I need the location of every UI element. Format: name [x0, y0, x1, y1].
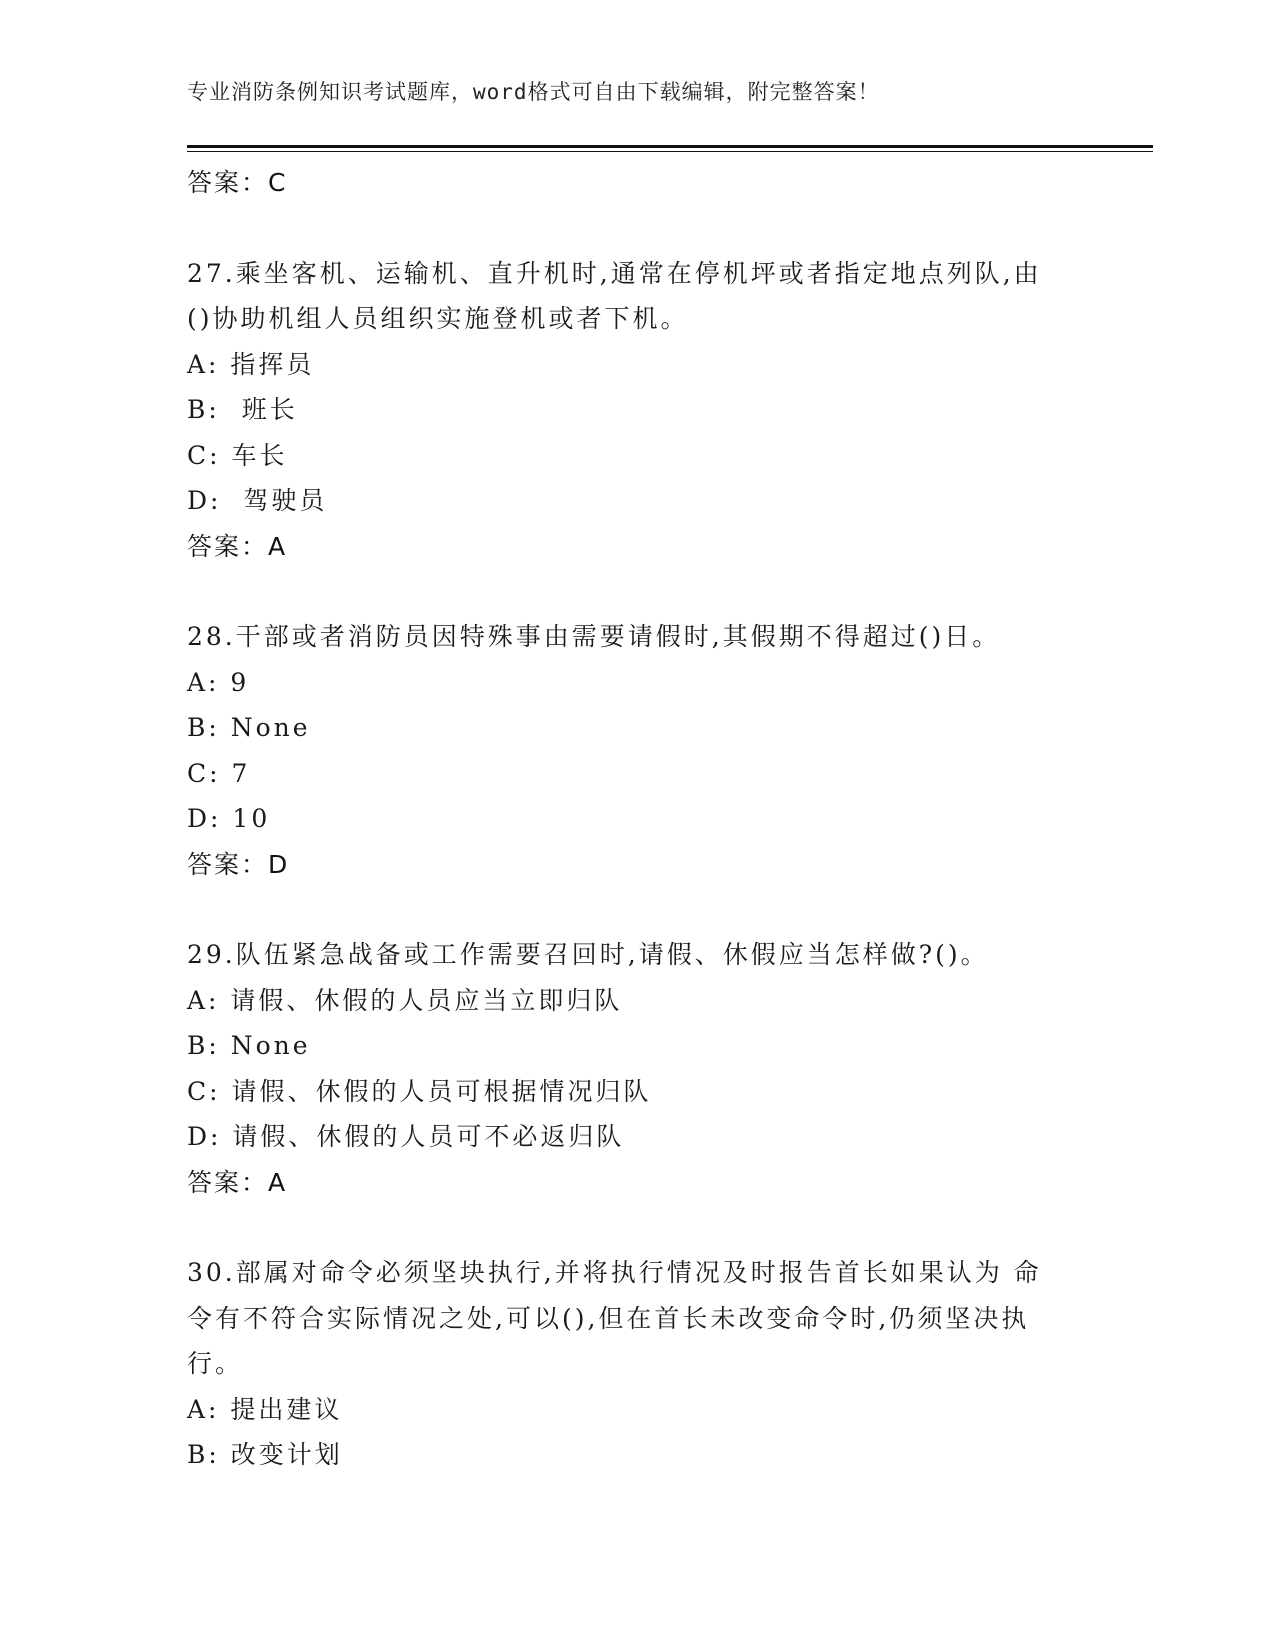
question-27 [187, 251, 1087, 570]
question-30 [187, 1250, 1087, 1478]
header-rule-thin [187, 151, 1153, 152]
option-c: C: 车长 [187, 440, 288, 470]
stem-line: 行。 [187, 1349, 244, 1378]
option-b: B: None [187, 1031, 311, 1060]
question-28 [187, 614, 1087, 887]
question-stem [187, 614, 1087, 660]
header-rule-thick [187, 145, 1153, 148]
content-area [187, 160, 1087, 1478]
option-d: D: 驾驶员 [187, 486, 328, 515]
question-stem [187, 1250, 1087, 1387]
option-c: C: 请假、休假的人员可根据情况归队 [187, 1076, 652, 1106]
answer-line: 答案：A [187, 531, 288, 561]
option-d: D: 10 [187, 804, 271, 833]
stem-line: 28.干部或者消防员因特殊事由需要请假时,其假期不得超过()日。 [187, 622, 1001, 651]
option-d: D: 请假、休假的人员可不必返归队 [187, 1122, 625, 1151]
answer-line: 答案：D [187, 849, 290, 879]
question-stem [187, 932, 1087, 978]
option-a: A: 指挥员 [187, 349, 315, 379]
stem-line: 27.乘坐客机、运输机、直升机时,通常在停机坪或者指定地点列队,由 [187, 258, 1042, 288]
answer-line: 答案：A [187, 1167, 288, 1197]
option-a: A: 9 [187, 667, 250, 697]
stem-line: ()协助机组人员组织实施登机或者下机。 [187, 304, 689, 333]
stem-line: 令有不符合实际情况之处,可以(),但在首长未改变命令时,仍须坚决执 [187, 1303, 1030, 1333]
option-c: C: 7 [187, 758, 251, 788]
question-stem [187, 251, 1087, 342]
question-29 [187, 932, 1087, 1205]
option-b: B: 改变计划 [187, 1440, 343, 1469]
stem-line: 30.部属对命令必须坚块执行,并将执行情况及时报告首长如果认为 命 [187, 1258, 1042, 1287]
answer-line: 答案：C [187, 168, 288, 197]
option-b: B: 班长 [187, 395, 298, 424]
option-a: A: 提出建议 [187, 1394, 343, 1424]
stem-line: 29.队伍紧急战备或工作需要召回时,请假、休假应当怎样做?()。 [187, 940, 989, 969]
option-b: B: None [187, 713, 311, 742]
option-a: A: 请假、休假的人员应当立即归队 [187, 985, 623, 1015]
page-header: 专业消防条例知识考试题库，word格式可自由下载编辑，附完整答案！ [187, 80, 880, 104]
